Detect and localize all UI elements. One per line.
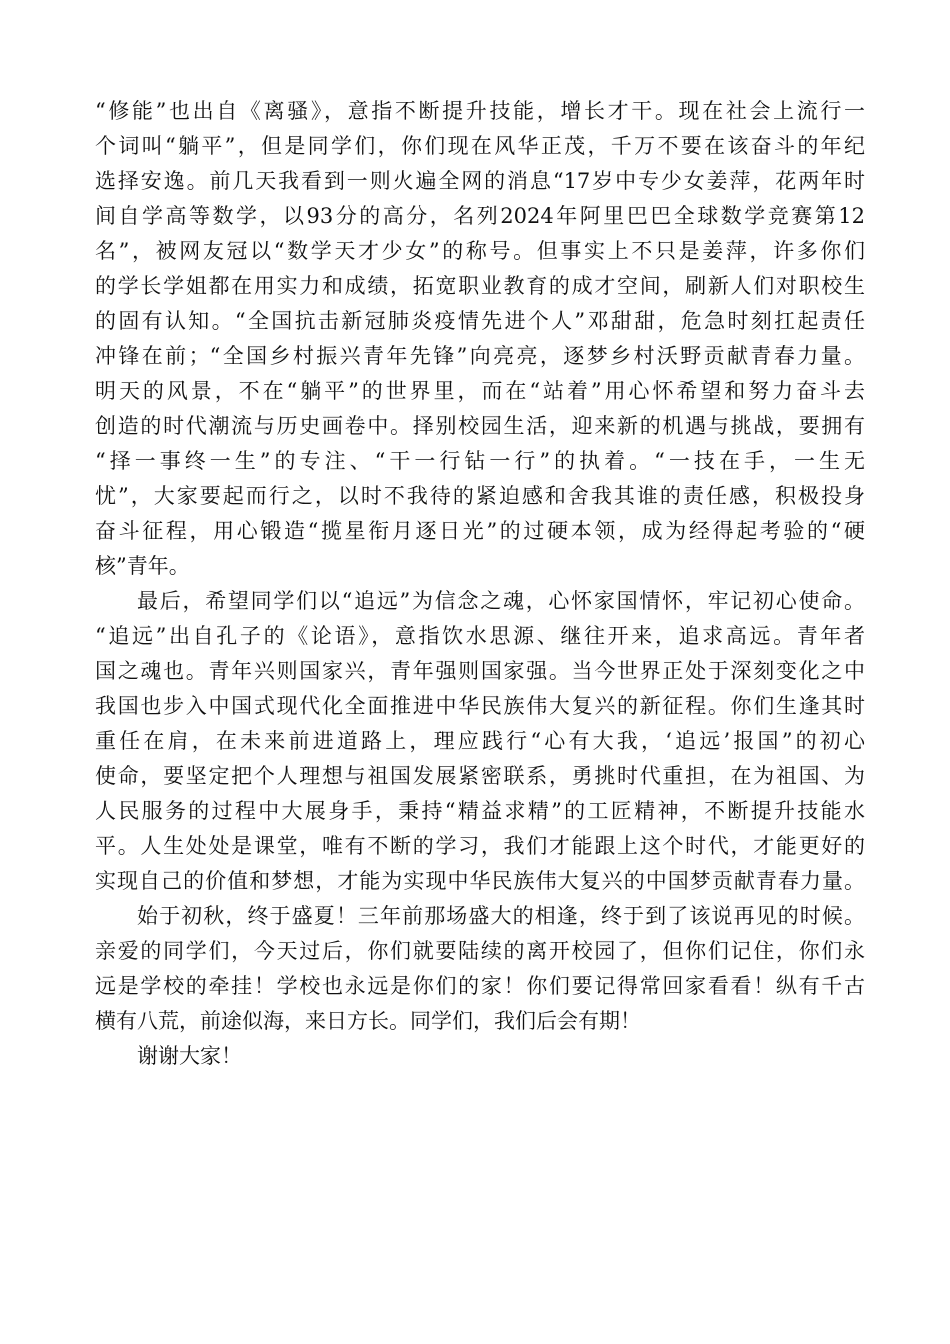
text-line: 名”，被网友冠以“数学天才少女”的称号。但事实上不只是姜萍，许多你们 <box>95 239 865 263</box>
text-line: 忧”，大家要起而行之，以时不我待的紧迫感和舍我其谁的责任感，积极投身 <box>95 484 865 508</box>
text-line: 间自学高等数学，以93分的高分，名列2024年阿里巴巴全球数学竞赛第12 <box>95 204 865 228</box>
text-line: “择一事终一生”的专注、“干一行钻一行”的执着。“一技在手，一生无 <box>95 449 865 473</box>
text-line: “修能”也出自《离骚》，意指不断提升技能，增长才干。现在社会上流行一 <box>95 99 865 123</box>
text-line: 远是学校的牵挂！学校也永远是你们的家！你们要记得常回家看看！纵有千古 <box>95 974 865 998</box>
text-line: 明天的风景，不在“躺平”的世界里，而在“站着”用心怀希望和努力奋斗去 <box>95 379 865 403</box>
text-line: 奋斗征程，用心锻造“揽星衔月逐日光”的过硬本领，成为经得起考验的“硬 <box>95 519 865 543</box>
text-line: 选择安逸。前几天我看到一则火遍全网的消息“17岁中专少女姜萍，花两年时 <box>95 169 865 193</box>
text-line: 的学长学姐都在用实力和成绩，拓宽职业教育的成才空间，刷新人们对职校生 <box>95 274 865 298</box>
text-line: 的固有认知。“全国抗击新冠肺炎疫情先进个人”邓甜甜，危急时刻扛起责任 <box>95 309 865 333</box>
text-line: 使命，要坚定把个人理想与祖国发展紧密联系，勇挑时代重担，在为祖国、为 <box>95 764 865 788</box>
text-line: 核”青年。 <box>95 554 190 578</box>
text-line: 冲锋在前；“全国乡村振兴青年先锋”向亮亮，逐梦乡村沃野贡献青春力量。 <box>95 344 865 368</box>
text-line: “追远”出自孔子的《论语》，意指饮水思源、继往开来，追求高远。青年者 <box>95 624 865 648</box>
closing-line: 谢谢大家！ <box>137 1044 242 1068</box>
text-line: 重任在肩，在未来前进道路上，理应践行“心有大我，‘追远’报国”的初心 <box>95 729 865 753</box>
speech-body-text <box>95 94 865 1074</box>
text-line: 人民服务的过程中大展身手，秉持“精益求精”的工匠精神，不断提升技能水 <box>95 799 865 823</box>
text-line: 实现自己的价值和梦想，才能为实现中华民族伟大复兴的中国梦贡献青春力量。 <box>95 869 865 893</box>
text-line: 我国也步入中国式现代化全面推进中华民族伟大复兴的新征程。你们生逢其时 <box>95 694 865 718</box>
text-line: 横有八荒，前途似海，来日方长。同学们，我们后会有期！ <box>95 1009 641 1033</box>
text-line: 个词叫“躺平”，但是同学们，你们现在风华正茂，千万不要在该奋斗的年纪 <box>95 134 865 158</box>
paragraph-first-line: 最后，希望同学们以“追远”为信念之魂，心怀家国情怀，牢记初心使命。 <box>137 589 865 613</box>
text-line: 亲爱的同学们，今天过后，你们就要陆续的离开校园了，但你们记住，你们永 <box>95 939 865 963</box>
paragraph-first-line: 始于初秋，终于盛夏！三年前那场盛大的相逢，终于到了该说再见的时候。 <box>137 904 865 928</box>
text-line: 国之魂也。青年兴则国家兴，青年强则国家强。当今世界正处于深刻变化之中 <box>95 659 865 683</box>
text-line: 创造的时代潮流与历史画卷中。择别校园生活，迎来新的机遇与挑战，要拥有 <box>95 414 865 438</box>
text-line: 平。人生处处是课堂，唯有不断的学习，我们才能跟上这个时代，才能更好的 <box>95 834 865 858</box>
